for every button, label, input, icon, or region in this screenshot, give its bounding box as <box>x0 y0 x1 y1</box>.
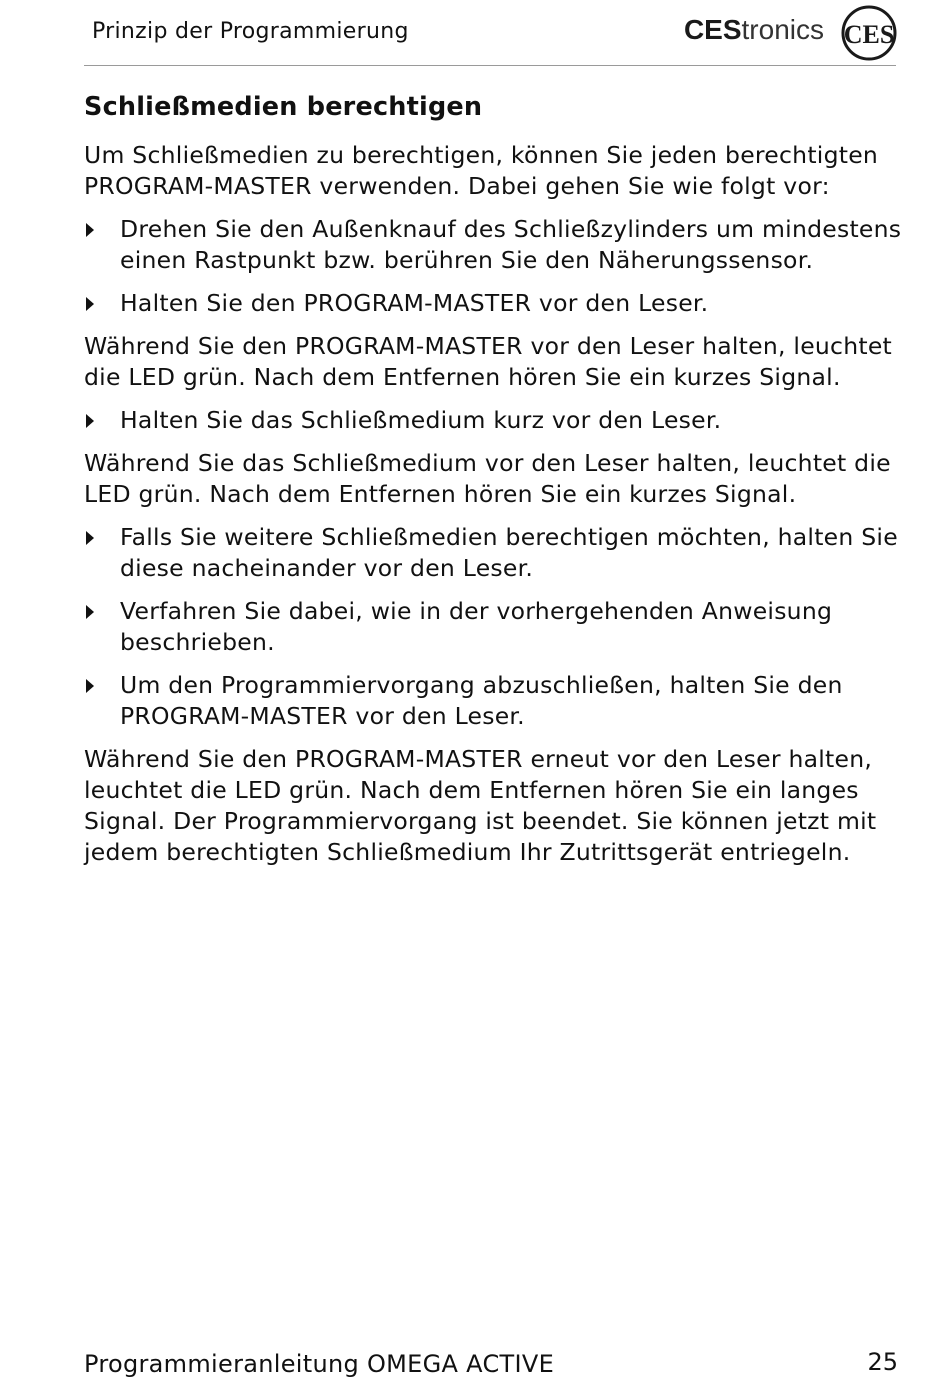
brand-wordmark <box>684 14 824 46</box>
page-number: 25 <box>867 1348 898 1376</box>
header-title: Prinzip der Programmierung <box>92 19 409 44</box>
bullet-arrow-icon <box>86 223 94 237</box>
section-heading: Schließmedien berechtigen <box>84 92 483 122</box>
final-paragraph: Während Sie den PROGRAM-MASTER erneut vor den Leser halten, leuchtet die LED grün. Nach dem Entfernen hören Sie ein langes Signal. Der Programmiervorgang ist beendet. Sie können jetzt mit jedem berechtigten Schließmedium Ihr Zutrittsgerät entriegeln. <box>84 745 877 866</box>
header-divider <box>84 65 896 66</box>
bullet-arrow-icon <box>86 297 94 311</box>
instruction-text: Verfahren Sie dabei, wie in der vorhergehenden Anweisung beschrieben. <box>120 597 833 656</box>
instruction-text: Um den Programmiervorgang abzuschließen, halten Sie den PROGRAM-MASTER vor den Leser. <box>120 671 843 730</box>
ces-logo-icon <box>840 4 898 62</box>
instruction-text: Halten Sie das Schließmedium kurz vor den Leser. <box>120 406 722 434</box>
brand-light: tronics <box>741 14 824 45</box>
result-paragraph: Während Sie das Schließmedium vor den Leser halten, leuchtet die LED grün. Nach dem Entfernen hören Sie ein kurzes Signal. <box>84 449 891 508</box>
logo-text: CES <box>843 20 895 49</box>
bullet-arrow-icon <box>86 414 94 428</box>
footer-title: Programmieranleitung OMEGA ACTIVE <box>84 1350 555 1378</box>
intro-paragraph: Um Schließmedien zu berechtigen, können Sie jeden berechtigten PROGRAM-MASTER verwenden. Dabei gehen Sie wie folgt vor: <box>84 141 879 200</box>
page-content <box>84 88 904 880</box>
instruction-step <box>84 670 904 732</box>
bullet-arrow-icon <box>86 531 94 545</box>
instruction-step <box>84 522 904 584</box>
instruction-step <box>84 405 904 436</box>
page-header <box>0 0 950 66</box>
bullet-arrow-icon <box>86 605 94 619</box>
instruction-text: Halten Sie den PROGRAM-MASTER vor den Leser. <box>120 289 709 317</box>
instruction-step <box>84 596 904 658</box>
instruction-step <box>84 288 904 319</box>
result-paragraph: Während Sie den PROGRAM-MASTER vor den Leser halten, leuchtet die LED grün. Nach dem Entfernen hören Sie ein kurzes Signal. <box>84 332 892 391</box>
instruction-text: Falls Sie weitere Schließmedien berechtigen möchten, halten Sie diese nacheinander vor den Leser. <box>120 523 898 582</box>
instruction-text: Drehen Sie den Außenknauf des Schließzylinders um mindestens einen Rastpunkt bzw. berühren Sie den Näherungssensor. <box>120 215 902 274</box>
instruction-step <box>84 214 904 276</box>
bullet-arrow-icon <box>86 679 94 693</box>
brand-bold: CES <box>683 14 742 45</box>
